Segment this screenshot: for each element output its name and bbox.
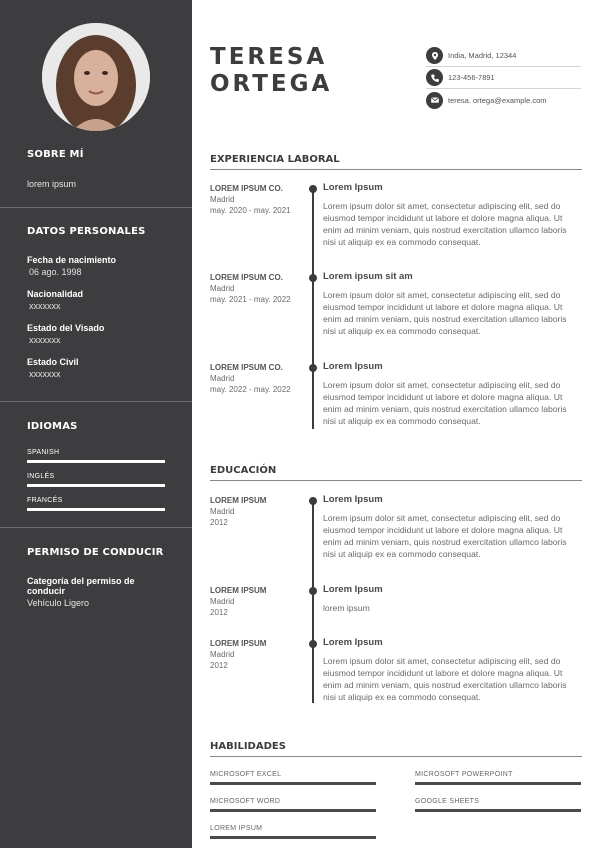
entry-date: may. 2021 - may. 2022 [210,295,291,304]
personal-section [27,226,167,379]
experience-entry-meta [210,272,310,305]
education-timeline [312,500,314,703]
civil-status-label: Estado Civil [27,357,79,367]
civil-status-item [27,357,167,379]
visa-label: Estado del Visado [27,323,105,333]
about-text: lorem ipsum [27,179,77,189]
education-entry-meta [210,495,310,528]
entry-date: 2012 [210,518,228,527]
entry-date: 2012 [210,608,228,617]
skill-level-bar [210,809,376,812]
license-label: Categoría del permiso de conducir [27,576,135,596]
entry-place: Madrid [210,284,235,293]
skill-level-bar [210,782,376,785]
skill-item [210,771,376,785]
birthdate-value: 06 ago. 1998 [29,267,82,277]
skill-name: GOOGLE SHEETS [415,798,480,805]
languages-title: IDIOMAS [27,421,78,432]
language-name: INGLÉS [27,473,55,480]
skill-level-bar [415,809,581,812]
entry-role: Lorem Ipsum [323,494,383,505]
phone-text: 123-456-7891 [448,73,495,82]
skill-item [415,798,581,812]
language-level-bar [27,484,165,487]
skill-name: MICROSOFT WORD [210,798,281,805]
language-level-bar [27,508,165,511]
entry-description: Lorem ipsum dolor sit amet, consectetur adipiscing elit, sed do eiusmod tempor incididunt ut labore et dolore magna aliqua. Ut enim ad minim veniam, quis nostrud exercitation ullamco laboris nisi ut aliquip ex ea commodo consequat. [323,513,567,559]
experience-entry-meta [210,183,310,216]
visa-value: xxxxxxx [29,335,61,345]
entry-description: Lorem ipsum dolor sit amet, consectetur adipiscing elit, sed do eiusmod tempor incididunt ut labore et dolore magna aliqua. Ut enim ad minim veniam, quis nostrud exercitation ullamco laboris nisi ut aliquip ex ea commodo consequat. [323,380,567,426]
entry-role: Lorem Ipsum [323,584,383,595]
language-item [27,449,167,463]
about-title: SOBRE MÍ [27,149,84,160]
timeline-dot [309,587,317,595]
entry-description: Lorem ipsum dolor sit amet, consectetur adipiscing elit, sed do eiusmod tempor incididunt ut labore et dolore magna aliqua. Ut enim ad minim veniam, quis nostrud exercitation ullamco laboris nisi ut aliquip ex ea commodo consequat. [323,290,567,336]
about-section [27,149,167,189]
education-entry-body [323,637,581,703]
skill-name: LOREM IPSUM [210,825,263,832]
location-pin-icon [426,47,443,64]
personal-title: DATOS PERSONALES [27,226,146,237]
sidebar [0,0,192,848]
divider [0,401,192,402]
entry-org: LOREM IPSUM [210,586,267,595]
contact-address [426,45,581,67]
skill-item [210,798,376,812]
skill-level-bar [210,836,376,839]
phone-icon [426,69,443,86]
entry-description: Lorem ipsum dolor sit amet, consectetur adipiscing elit, sed do eiusmod tempor incididunt ut labore et dolore magna aliqua. Ut enim ad minim veniam, quis nostrud exercitation ullamco laboris nisi ut aliquip ex ea commodo consequat. [323,656,567,702]
entry-place: Madrid [210,597,235,606]
entry-org: LOREM IPSUM [210,496,267,505]
language-item [27,497,167,511]
license-value: Vehículo Ligero [27,598,90,608]
education-entry-body [323,494,581,560]
skill-level-bar [415,782,581,785]
entry-org: LOREM IPSUM CO. [210,273,283,282]
experience-timeline [312,188,314,429]
entry-role: Lorem Ipsum [323,637,383,648]
entry-role: Lorem Ipsum [323,182,383,193]
entry-date: may. 2020 - may. 2021 [210,206,291,215]
profile-photo [42,23,150,131]
nationality-item [27,289,167,311]
experience-entry-body [323,361,581,427]
skill-name: MICROSOFT EXCEL [210,771,282,778]
last-name: ORTEGA [210,71,333,97]
timeline-dot [309,497,317,505]
experience-entry-body [323,182,581,248]
divider [0,207,192,208]
civil-status-value: xxxxxxx [29,369,61,379]
entry-role: Lorem Ipsum [323,361,383,372]
education-entry-meta [210,585,310,618]
entry-org: LOREM IPSUM CO. [210,184,283,193]
envelope-icon [426,92,443,109]
skill-item [210,825,376,839]
nationality-value: xxxxxxx [29,301,61,311]
education-title: EDUCACIÓN [210,465,582,481]
contact-email [426,89,581,111]
experience-entry-meta [210,362,310,395]
languages-section [27,421,167,511]
language-level-bar [27,460,165,463]
entry-date: 2012 [210,661,228,670]
contact-phone [426,67,581,89]
address-text: India, Madrid, 12344 [448,51,517,60]
experience-title: EXPERIENCIA LABORAL [210,154,582,170]
entry-place: Madrid [210,650,235,659]
entry-place: Madrid [210,374,235,383]
education-entry-meta [210,638,310,671]
entry-place: Madrid [210,507,235,516]
license-section [27,547,167,608]
entry-org: LOREM IPSUM [210,639,267,648]
email-text: teresa. ortega@example.com [448,95,547,105]
timeline-dot [309,364,317,372]
first-name: TERESA [210,44,328,70]
timeline-dot [309,640,317,648]
skill-name: MICROSOFT POWERPOINT [415,771,513,778]
divider [0,527,192,528]
birthdate-item [27,255,167,277]
birthdate-label: Fecha de nacimiento [27,255,117,265]
experience-entry-body [323,271,581,337]
license-title: PERMISO DE CONDUCIR [27,547,164,558]
skill-item [415,771,581,785]
entry-role: Lorem ipsum sit am [323,271,413,282]
entry-date: may. 2022 - may. 2022 [210,385,291,394]
entry-description: lorem ipsum [323,603,370,613]
entry-org: LOREM IPSUM CO. [210,363,283,372]
skills-title: HABILIDADES [210,741,582,757]
timeline-dot [309,185,317,193]
language-item [27,473,167,487]
timeline-dot [309,274,317,282]
language-name: SPANISH [27,449,60,456]
language-name: FRANCÉS [27,497,63,504]
visa-item [27,323,167,345]
full-name [210,44,332,98]
education-entry-body [323,584,581,614]
entry-place: Madrid [210,195,235,204]
entry-description: Lorem ipsum dolor sit amet, consectetur adipiscing elit, sed do eiusmod tempor incididunt ut labore et dolore magna aliqua. Ut enim ad minim veniam, quis nostrud exercitation ullamco laboris nisi ut aliquip ex ea commodo consequat. [323,201,567,247]
nationality-label: Nacionalidad [27,289,84,299]
